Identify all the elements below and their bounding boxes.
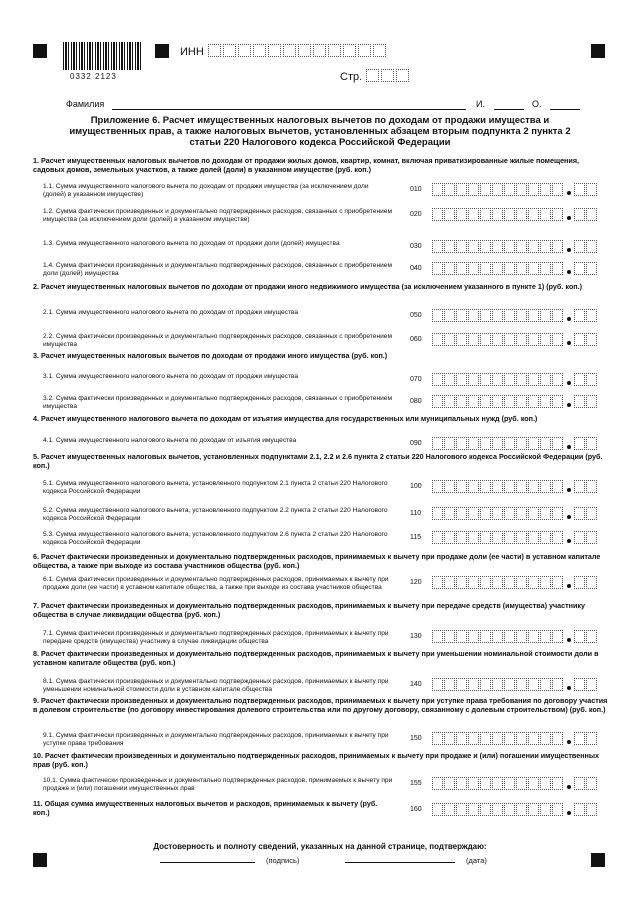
line-code: 160	[410, 806, 422, 813]
name-initial-label: И.	[476, 99, 485, 109]
item-label: 1.2. Сумма фактически произведенных и документально подтвержденных расходов, связанных с приобретением имущества (за исключением доли (долей) в указанном имуществе)	[43, 208, 392, 223]
section-heading: 8. Расчет фактически произведенных и документально подтвержденных расходов, принимаемых к вычету при уменьшении номинальной стоимости доли в уставном капитале общества (руб. коп.)	[33, 649, 599, 667]
amount-field[interactable]	[432, 678, 598, 691]
item-label: 7.1. Сумма фактически произведенных и документально подтвержденных расходов, принимаемых к вычету при передаче средств (имущества) участнику в случае ликвидации общества	[43, 630, 389, 645]
amount-field[interactable]	[432, 437, 598, 450]
amount-field[interactable]	[432, 208, 598, 221]
line-code: 050	[410, 312, 422, 319]
item-label: 5.1. Сумма имущественного налогового вычета, установленного подпунктом 2.1 пункта 2 статьи 220 Налогового кодекса Российской Федерации	[43, 480, 388, 495]
amount-field[interactable]	[432, 576, 598, 589]
line-code: 030	[410, 243, 422, 250]
section-heading: 3. Расчет имущественных налоговых вычетов по доходам от продажи иного имущества (руб. коп.)	[33, 351, 388, 360]
signature-label: (подпись)	[266, 856, 300, 865]
line-code: 140	[410, 681, 422, 688]
line-code: 115	[410, 534, 422, 541]
date-label: (дата)	[466, 856, 487, 865]
amount-field[interactable]	[432, 777, 598, 790]
item-label: 3.1. Сумма имущественного налогового вычета по доходам от продажи имущества	[43, 373, 299, 380]
patronymic-initial-label: О.	[532, 99, 542, 109]
line-code: 090	[410, 440, 422, 447]
item-label: 10.1. Сумма фактически произведенных и документально подтвержденных расходов, принимаемых к вычету при продаже и (или) погашении имущественных прав	[43, 777, 393, 792]
section-heading: 9. Расчет фактически произведенных и документально подтвержденных расходов, принимаемых к вычету при уступке права требования по договору участия в долевом строительстве (по договору инвестирования долевого строительства или по другому договору, связанному с долевым строительством) (руб. коп.)	[33, 696, 608, 714]
section-heading: 10. Расчет фактически произведенных и документально подтвержденных расходов, принимаемых к вычету при продаже и (или) погашении имущественных прав (руб. коп.)	[33, 751, 600, 769]
line-code: 130	[410, 633, 422, 640]
amount-field[interactable]	[432, 630, 598, 643]
inn-label: ИНН	[180, 46, 204, 58]
item-label: 1.4. Сумма фактически произведенных и документально подтвержденных расходов, связанных с приобретением доли (долей) имущества	[43, 262, 392, 277]
item-label: 2.2. Сумма фактически произведенных и документально подтвержденных расходов, связанных с приобретением имущества	[43, 333, 392, 348]
amount-field[interactable]	[432, 183, 598, 196]
item-label: 4.1. Сумма имущественного налогового вычета по доходам от изъятия имущества	[43, 437, 297, 444]
patronymic-initial-line[interactable]	[550, 109, 580, 110]
line-code: 150	[410, 735, 422, 742]
line-code: 100	[410, 483, 422, 490]
section-heading: 7. Расчет фактически произведенных и документально подтвержденных расходов, принимаемых к вычету при передаче средств (имущества) участнику общества в случае ликвидации общества (руб. коп.)	[33, 601, 586, 619]
corner-marker-bottom-left	[33, 853, 47, 867]
item-label: 6.1. Сумма фактически произведенных и документально подтвержденных расходов, принимаемых к вычету при продаже доли (ее части) в уставном капитале общества, а также при выходе из состава участников общества	[43, 576, 389, 591]
corner-marker-bottom-right	[591, 853, 605, 867]
line-code: 080	[410, 398, 422, 405]
item-label: 2.1. Сумма имущественного налогового вычета по доходам от продажи имущества	[43, 309, 299, 316]
amount-field[interactable]	[432, 732, 598, 745]
name-initial-line[interactable]	[494, 109, 524, 110]
line-code: 155	[410, 780, 422, 787]
inn-field[interactable]	[208, 44, 388, 57]
item-label: 9.1. Сумма фактически произведенных и документально подтвержденных расходов, принимаемых к вычету при уступке права требования	[43, 732, 389, 747]
line-code: 060	[410, 336, 422, 343]
amount-field[interactable]	[432, 309, 598, 322]
amount-field[interactable]	[432, 507, 598, 520]
signature-line[interactable]	[160, 862, 255, 863]
surname-label: Фамилия	[66, 99, 105, 109]
section-heading: 5. Расчет имущественных налоговых вычетов, установленных подпунктами 2.1, 2.2 и 2.6 пункта 2 статьи 220 Налогового кодекса Российской Федерации (руб. коп.)	[33, 452, 603, 470]
footer-statement: Достоверность и полноту сведений, указанных на данной странице, подтверждаю:	[153, 842, 487, 851]
item-label: 8.1. Сумма фактически произведенных и документально подтвержденных расходов, принимаемых к вычету при уменьшении номинальной стоимости доли в уставном капитале общества	[43, 678, 389, 693]
amount-field[interactable]	[432, 262, 598, 275]
line-code: 010	[410, 186, 422, 193]
page-title: Приложение 6. Расчет имущественных налоговых вычетов по доходам от продажи имущества и имущественных прав, а также налоговых вычетов, установленных абзацем вторым подпункта 2 пункта 2 статьи 220 Налогового кодекса Российской Федерации	[69, 115, 571, 148]
date-line[interactable]	[345, 862, 455, 863]
amount-field[interactable]	[432, 531, 598, 544]
item-label: 3.2. Сумма фактически произведенных и документально подтвержденных расходов, связанных с приобретением имущества	[43, 395, 392, 410]
amount-field[interactable]	[432, 333, 598, 346]
item-label: 1.3. Сумма имущественного налогового вычета по доходам от продажи доли (долей) имущества	[43, 240, 340, 247]
corner-marker-top-mid	[155, 44, 169, 58]
line-code: 020	[410, 211, 422, 218]
amount-field[interactable]	[432, 373, 598, 386]
section-heading: 11. Общая сумма имущественных налоговых вычетов и расходов, принимаемых к вычету (руб. коп.)	[33, 799, 378, 817]
corner-marker-top-left	[33, 44, 47, 58]
amount-field[interactable]	[432, 480, 598, 493]
item-label: 5.2. Сумма имущественного налогового вычета, установленного подпунктом 2.2 пункта 2 статьи 220 Налогового кодекса Российской Федерации	[43, 507, 388, 522]
section-heading: 6. Расчет фактически произведенных и документально подтвержденных расходов, принимаемых к вычету при продаже доли (ее части) в уставном капитале общества, а также при выходе из состава участников общества (руб. коп.)	[33, 552, 601, 570]
barcode-number: 0332 2123	[70, 72, 117, 81]
line-code: 040	[410, 265, 422, 272]
item-label: 1.1. Сумма имущественного налогового вычета по доходам от продажи имущества (за исключением доли (долей) в указанном имуществе)	[43, 183, 369, 198]
amount-field[interactable]	[432, 395, 598, 408]
surname-line[interactable]	[112, 109, 466, 110]
amount-field[interactable]	[432, 803, 598, 816]
line-code: 110	[410, 510, 422, 517]
line-code: 120	[410, 579, 422, 586]
line-code: 070	[410, 376, 422, 383]
item-label: 5.3. Сумма имущественного налогового вычета, установленного подпунктом 2.6 пункта 2 статьи 220 Налогового кодекса Российской Федерации	[43, 531, 388, 546]
section-heading: 2. Расчет имущественных налоговых вычетов по доходам от продажи иного недвижимого имущества (за исключением указанного в пункте 1) (руб. коп.)	[33, 282, 582, 291]
page-label: Стр.	[340, 71, 363, 83]
barcode	[63, 42, 143, 70]
section-heading: 1. Расчет имущественных налоговых вычетов по доходам от продажи жилых домов, квартир, комнат, включая приватизированные жилые помещения, садовых домов, земельных участков, а также долей (доли) в указанном имуществе (руб. коп.)	[33, 156, 580, 174]
corner-marker-top-right	[591, 44, 605, 58]
section-heading: 4. Расчет имущественного налогового вычета по доходам от изъятия имущества для государственных или муниципальных нужд (руб. коп.)	[33, 414, 538, 423]
amount-field[interactable]	[432, 240, 598, 253]
page-number-field[interactable]	[366, 69, 411, 82]
